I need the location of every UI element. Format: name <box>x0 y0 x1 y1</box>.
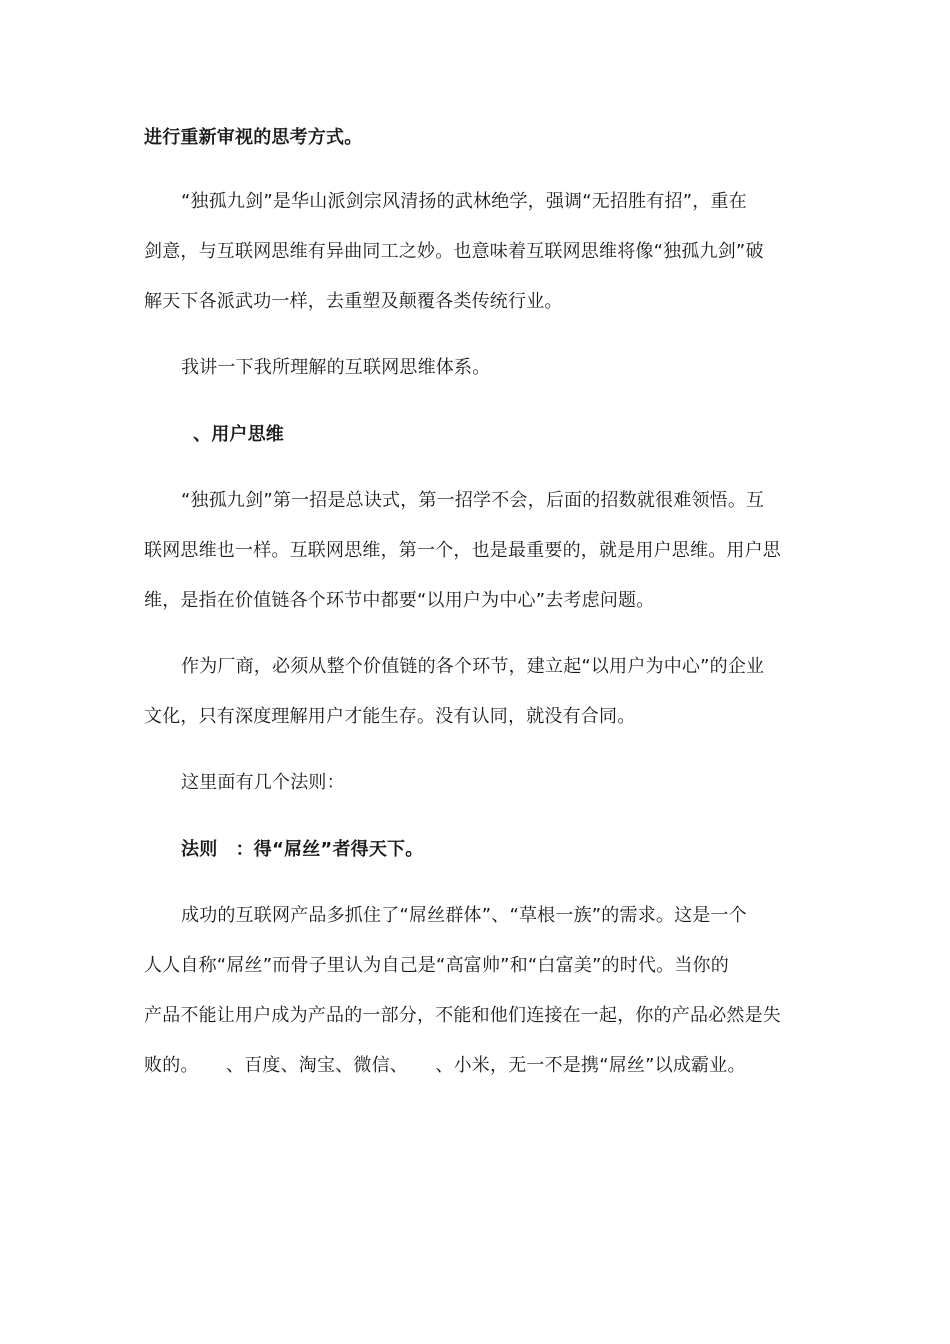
section-heading: 、用户思维 <box>193 424 284 445</box>
paragraph-line: 作为厂商，必须从整个价值链的各个环节，建立起“以用户为中心”的企业 <box>181 656 765 677</box>
paragraph-line: 产品不能让用户成为产品的一部分，不能和他们连接在一起，你的产品必然是失 <box>144 1005 781 1026</box>
paragraph-line: “独孤九剑”是华山派剑宗风清扬的武林绝学，强调“无招胜有招”，重在 <box>181 191 747 212</box>
paragraph-line: 这里面有几个法则： <box>181 772 345 793</box>
rule-heading: 法则 ：得“屌丝”者得天下。 <box>181 839 424 860</box>
paragraph-line: 成功的互联网产品多抓住了“屌丝群体”、“草根一族”的需求。这是一个 <box>181 905 747 926</box>
paragraph-line: 文化，只有深度理解用户才能生存。没有认同，就没有合同。 <box>144 706 636 727</box>
paragraph-line: 维，是指在价值链各个环节中都要“以用户为中心”去考虑问题。 <box>144 590 655 611</box>
paragraph-line: 我讲一下我所理解的互联网思维体系。 <box>181 357 491 378</box>
paragraph-line: 进行重新审视的思考方式。 <box>144 127 363 148</box>
paragraph-line: 解天下各派武功一样，去重塑及颠覆各类传统行业。 <box>144 291 563 312</box>
paragraph-line: 剑意，与互联网思维有异曲同工之妙。也意味着互联网思维将像“独孤九剑”破 <box>144 241 764 262</box>
paragraph-line: 联网思维也一样。互联网思维，第一个，也是最重要的，就是用户思维。用户思 <box>144 540 781 561</box>
paragraph-line: 败的。 、百度、淘宝、微信、 、小米，无一不是携“屌丝”以成霸业。 <box>144 1055 746 1076</box>
paragraph-line: “独孤九剑”第一招是总诀式，第一招学不会，后面的招数就很难领悟。互 <box>181 490 765 511</box>
paragraph-line: 人人自称“屌丝”而骨子里认为自己是“高富帅”和“白富美”的时代。当你的 <box>144 955 729 976</box>
